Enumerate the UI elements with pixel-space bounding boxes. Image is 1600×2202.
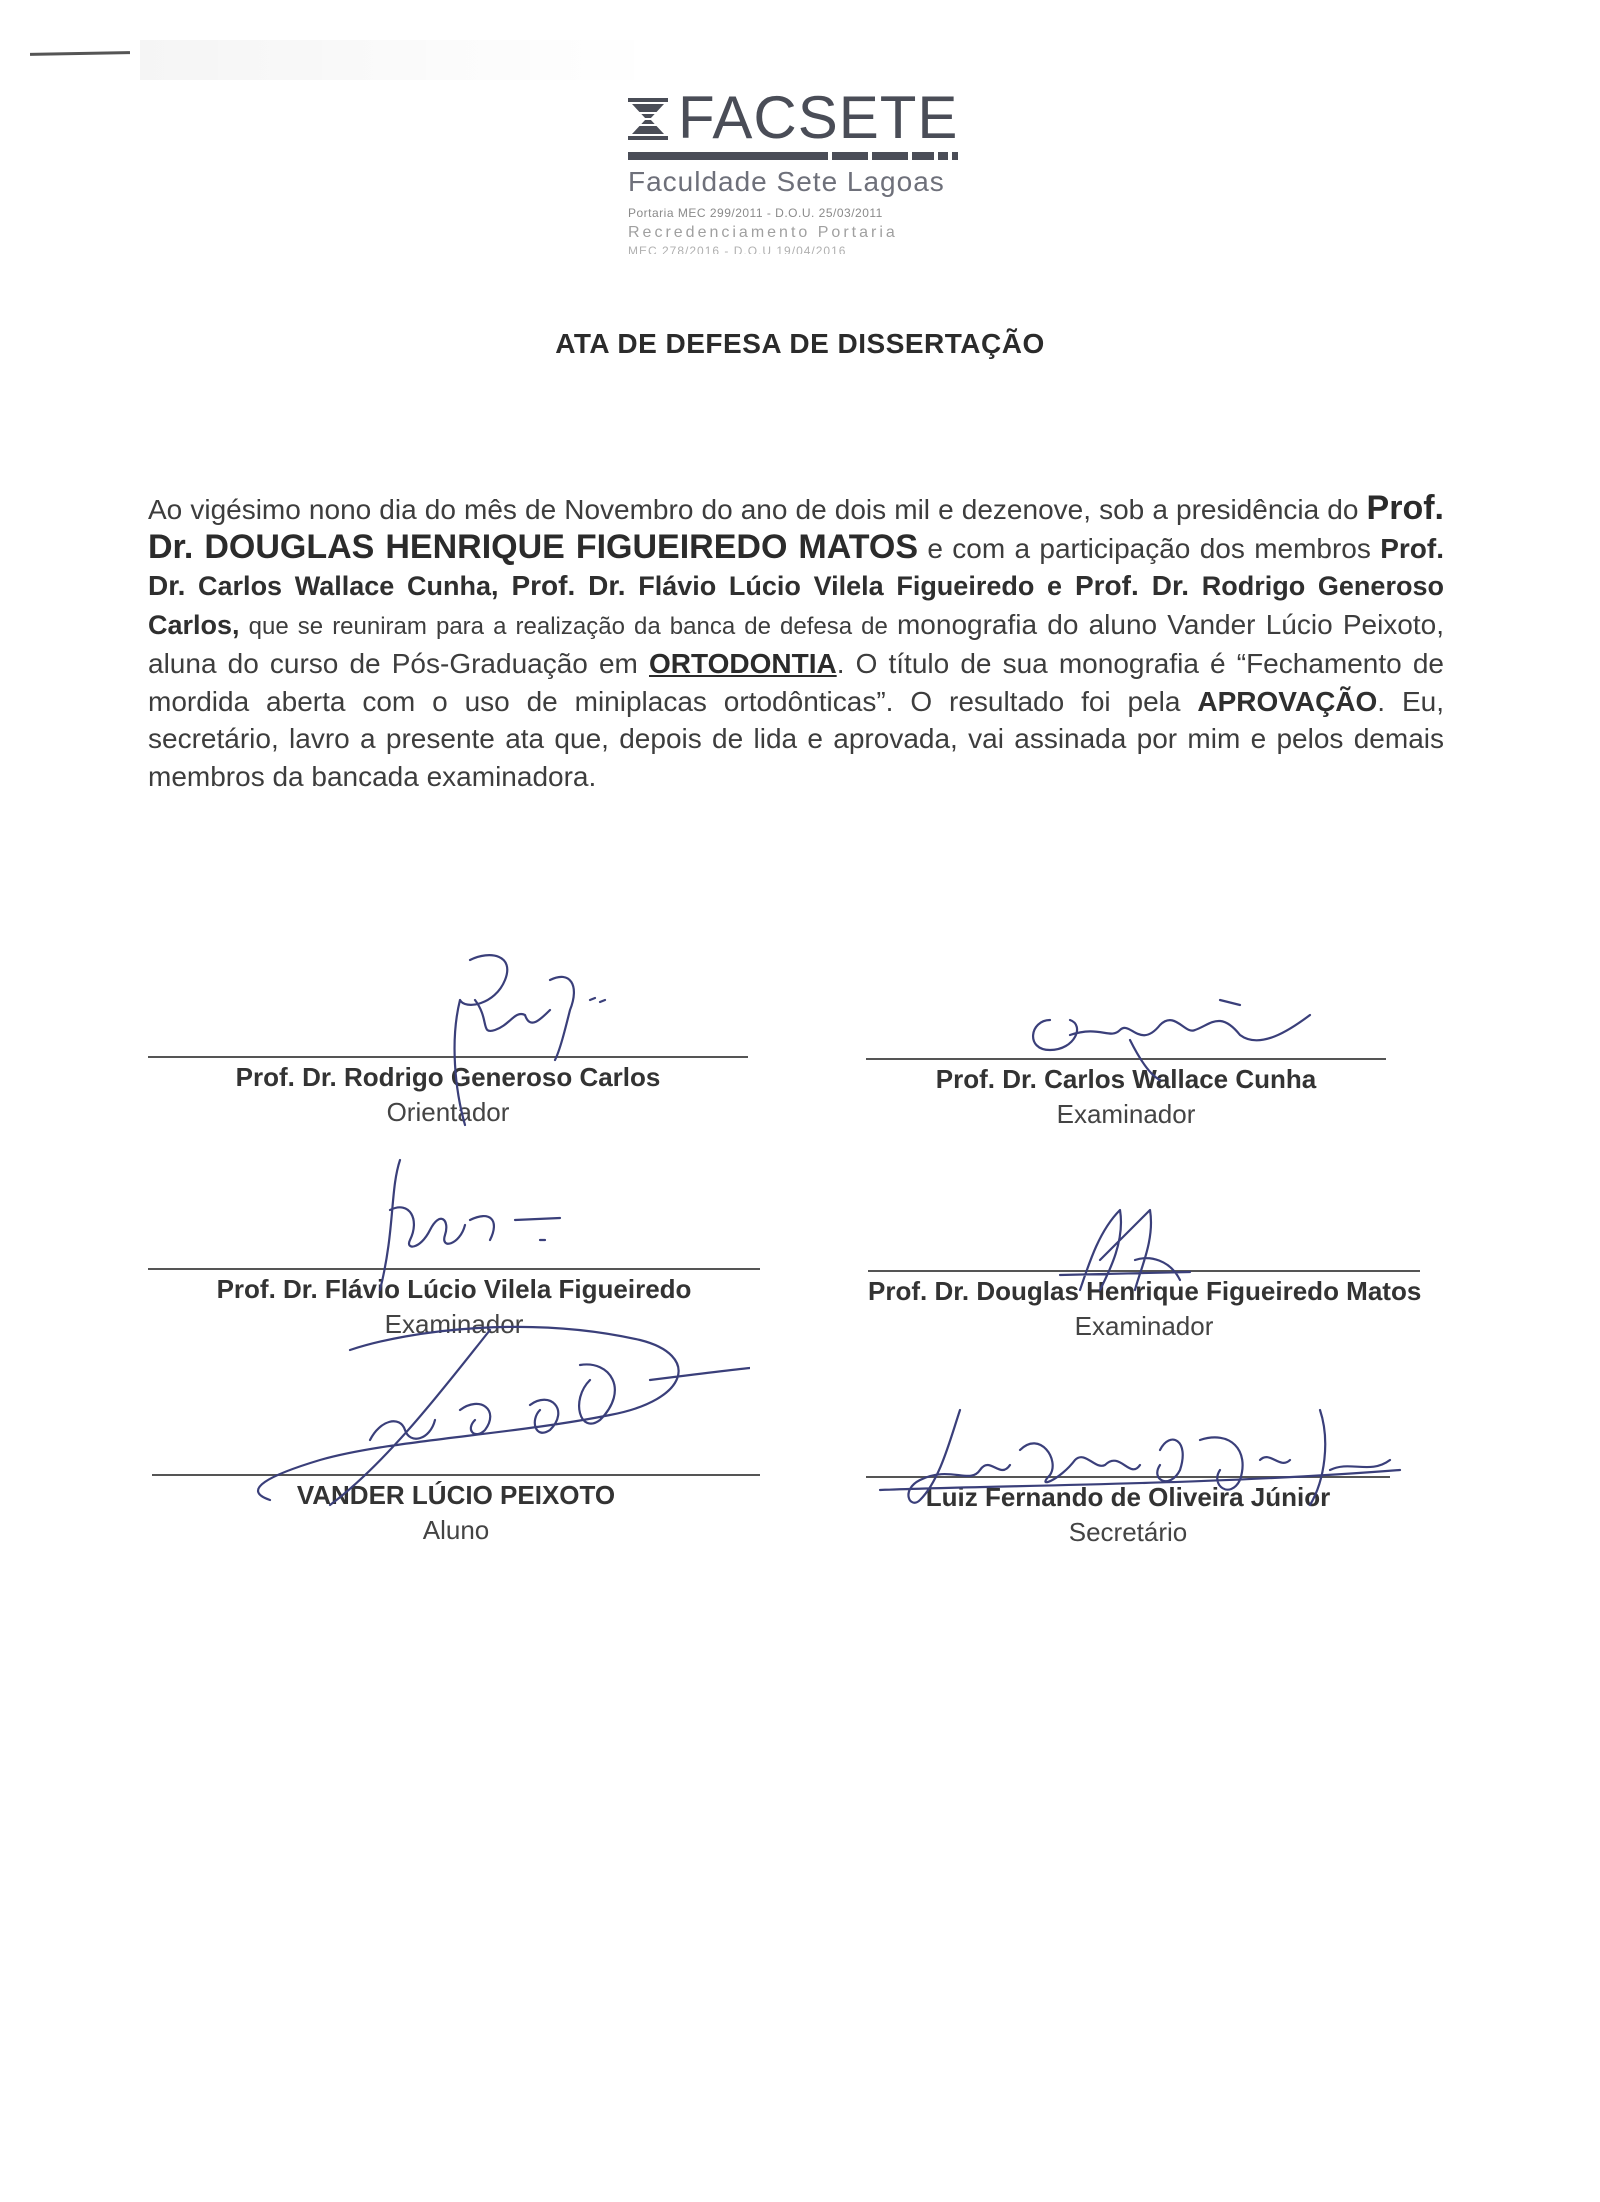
member-name: Carlos Wallace Cunha,	[185, 571, 499, 601]
signer-name: Luiz Fernando de Oliveira Júnior	[925, 1482, 1331, 1512]
scan-shade	[140, 40, 660, 80]
signer-role: Orientador	[386, 1097, 510, 1127]
handwritten-signature-advisor	[420, 940, 650, 1140]
signer-name: Prof. Dr. Flávio Lúcio Vilela Figueiredo	[216, 1274, 692, 1304]
member-name: Rodrigo Generoso Carlos,	[148, 571, 1444, 640]
accreditation-line-3: MEC 278/2016 - D.O.U 19/04/2016	[628, 244, 847, 254]
member-title: Prof. Dr.	[1062, 570, 1190, 601]
signer-name: VANDER LÚCIO PEIXOTO	[296, 1480, 616, 1510]
text-part: monografia do aluno Vander Lúcio Peixoto, aluna do curso de Pós-Graduação em	[148, 608, 1445, 679]
text-part: que se reuniram para a realização da banca de defesa de	[239, 612, 897, 640]
member-title: Prof. Dr.	[148, 532, 1444, 601]
document-title: ATA DE DEFESA DE DISSERTAÇÃO	[555, 328, 1045, 359]
president-name: Prof. Dr. DOUGLAS HENRIQUE FIGUEIREDO MATOS	[148, 489, 1444, 566]
facsete-logo-icon	[628, 98, 668, 140]
scan-mark	[30, 51, 130, 56]
course-name: ORTODONTIA	[649, 648, 837, 679]
member-title: Prof. Dr.	[498, 570, 626, 601]
handwritten-signature-examiner-3	[1040, 1200, 1220, 1310]
brand-name: FACSETE	[678, 84, 959, 151]
signer-role: Secretário	[1068, 1517, 1188, 1547]
accreditation-line-1: Portaria MEC 299/2011 - D.O.U. 25/03/2011	[628, 206, 883, 220]
text-part: Ao vigésimo nono dia do mês de Novembro do ano de dois mil e dezenove, sob a presidência do	[148, 494, 1367, 525]
text-part: e com a participação dos membros	[918, 532, 1381, 564]
text-part: . Eu, secretário, lavro a presente ata que, depois de lida e aprovada, vai assinada por mim e pelos demais membros da bancada examinadora.	[148, 685, 1444, 792]
signer-role: Examinador	[1056, 1099, 1196, 1129]
signer-role: Aluno	[422, 1515, 490, 1545]
accreditation-line-2: Recredenciamento Portaria	[628, 224, 898, 241]
handwritten-signature-secretary	[860, 1390, 1420, 1520]
handwritten-signature-student	[230, 1320, 750, 1520]
minutes-paragraph	[148, 490, 1444, 795]
signer-name: Prof. Dr. Rodrigo Generoso Carlos	[235, 1062, 661, 1092]
letterhead	[628, 86, 968, 254]
logo-row	[628, 84, 968, 151]
handwritten-signature-examiner-1	[1010, 980, 1320, 1090]
result-value: APROVAÇÃO	[1197, 685, 1378, 717]
signer-role: Examinador	[384, 1309, 524, 1339]
brand-subtitle: Faculdade Sete Lagoas	[628, 166, 945, 197]
signer-name: Prof. Dr. Carlos Wallace Cunha	[935, 1064, 1317, 1094]
member-name: Flávio Lúcio Vilela Figueiredo e	[625, 571, 1063, 601]
signer-role: Examinador	[1074, 1311, 1214, 1341]
signer-name: Prof. Dr. Douglas Henrique Figueiredo Matos	[868, 1276, 1422, 1306]
text-part: . O título de sua monografia é “Fechamento de mordida aberta com o uso de miniplacas ortodônticas”. O resultado foi pela	[148, 648, 1444, 717]
brand-bar	[628, 152, 958, 160]
handwritten-signature-examiner-2	[350, 1150, 580, 1300]
